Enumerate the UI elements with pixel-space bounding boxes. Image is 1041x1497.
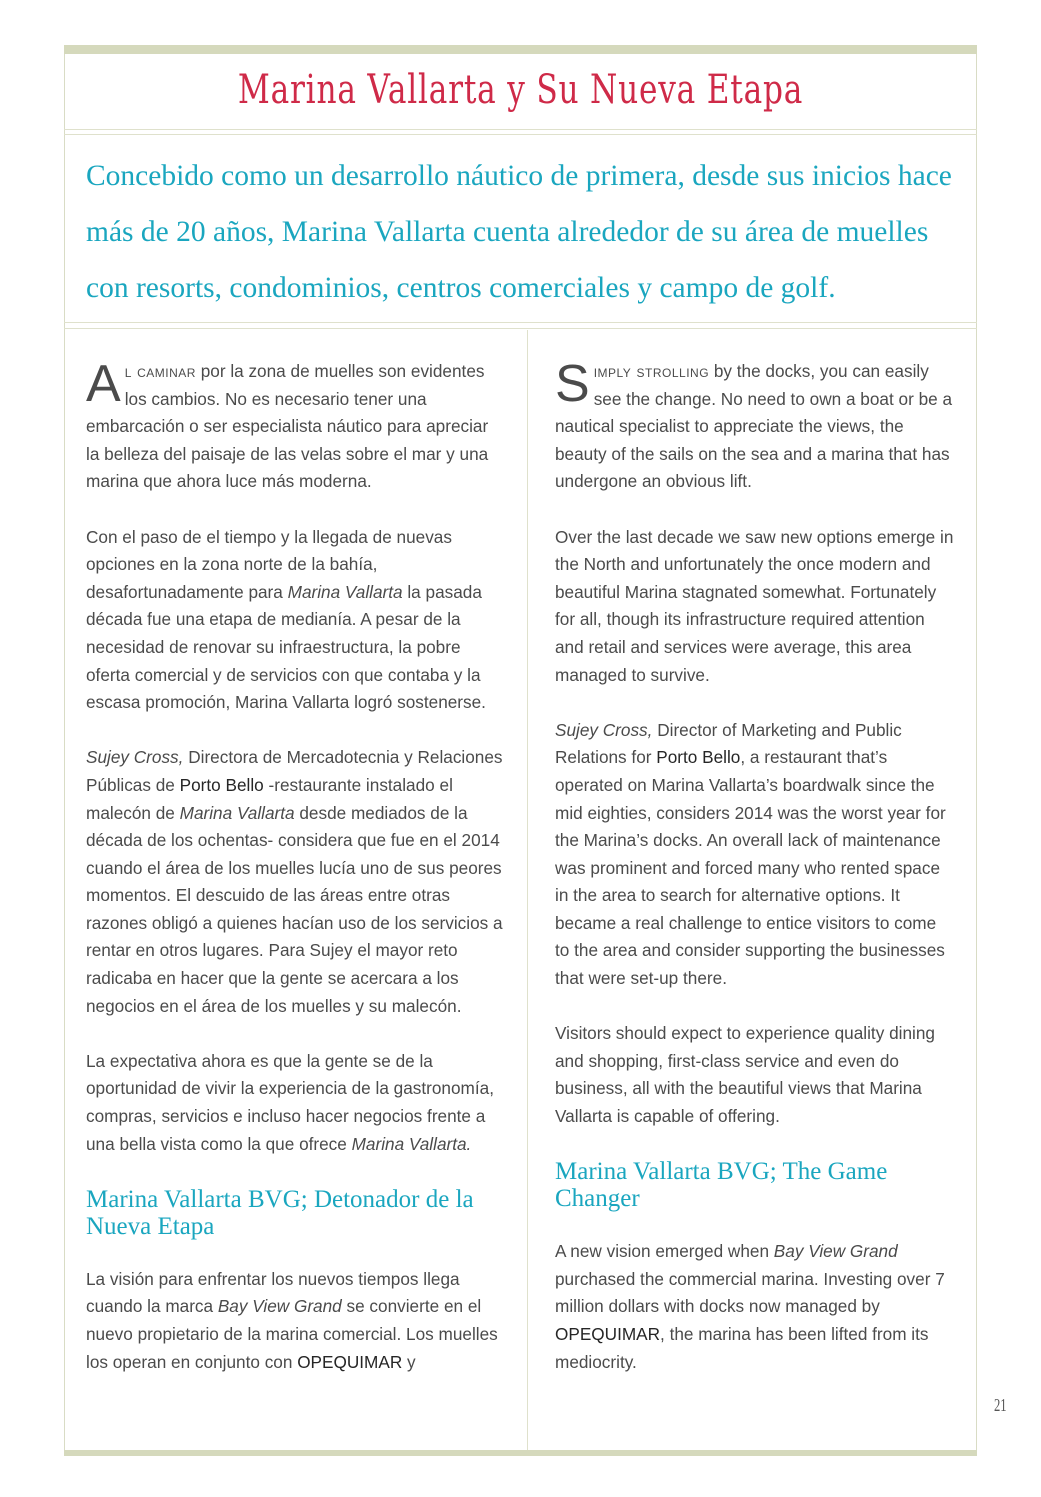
es-paragraph-5 [86,1266,504,1376]
en-p5-text-b: purchased the commercial marina. Investing over 7 million dollars with docks now managed by [555,1268,945,1317]
en-paragraph-1 [555,355,955,496]
bottom-border-bar [64,1450,977,1456]
es-p4-emphasis: Marina Vallarta. [351,1133,472,1154]
es-p3-text-b: -restaurante instalado el malecón de [86,774,453,823]
es-drop-cap: A [86,355,121,413]
es-p3-emphasis: Marina Vallarta [179,802,295,823]
en-p3-brand: Porto Bello [656,747,741,768]
en-p3-text-b: , a restaurant that’s operated on Marina Vallarta’s boardwalk since the mid eighties, considers 2014 was the worst year for the Marina’s docks. An overall lack of maintenance was prominent and forced many who rented space in the area to search for alternative options. It became a real challenge to entice visitors to come to the area and consider supporting the businesses that were set-up there. [555,747,946,989]
en-p5-emphasis: Bay View Grand [773,1241,898,1262]
es-paragraph-2 [86,524,504,717]
intro-divider-top [64,322,977,323]
en-section-heading: Marina Vallarta BVG; The Game Changer [555,1158,888,1213]
es-lead-in: l caminar [124,362,196,381]
es-section-heading: Marina Vallarta BVG; Detonador de la Nueva Etapa [86,1185,474,1240]
es-p2-text-b: la pasada década fue una etapa de medianía. A pesar de la necesidad de renovar su infraestructura, la pobre oferta comercial y de servicios con que contaba y la escasa promoción, Marina Vallarta logró sostenerse. [86,581,486,713]
es-p2-emphasis: Marina Vallarta [287,581,403,602]
page-title: Marina Vallarta y Su Nueva Etapa [237,67,804,113]
en-lead-in: imply strolling [593,362,710,381]
intro-divider-bottom [64,328,977,329]
es-p3-text-c: desde mediados de la década de los ochentas- considera que fue en el 2014 cuando el área de los muelles lucía uno de sus peores momentos. El descuido de las áreas entre otras razones obligó a quienes hacían uso de los servicios a rentar en otros lugares. Para Sujey el mayor reto radicaba en hacer que la gente se acercara a los negocios en el área de los muelles y su malecón. [86,802,503,1016]
title-divider-top [64,129,977,130]
es-p5-emphasis: Bay View Grand [217,1296,342,1317]
page-number: 21 [994,1395,1007,1415]
en-paragraph-5 [555,1238,955,1376]
es-paragraph-1-text: por la zona de muelles son evidentes los cambios. No es necesario tener una embarcación o ser especialista náutico para apreciar la belleza del paisaje de las velas sobre el mar y una marina que ahora luce más moderna. [86,361,489,492]
intro-lead: Concebido como un desarrollo náutico de primera, desde sus inicios hace más de 20 años, Marina Vallarta cuenta alrededor de su área de muelles con resorts, condominios, centros comerciales y campo de golf. [86,160,952,304]
es-p4-text: La expectativa ahora es que la gente se de la oportunidad de vivir la experiencia de la gastronomía, compras, servicios e incluso hacer negocios frente a una bella vista como la que ofrece [86,1050,494,1154]
es-p5-text-c: y [402,1351,416,1372]
en-p3-name: Sujey Cross, [555,719,653,740]
es-paragraph-3 [86,744,504,1020]
top-border-bar [64,45,977,54]
es-paragraph-4 [86,1048,504,1158]
en-p5-text-a: A new vision emerged when [555,1241,774,1262]
en-drop-cap: S [555,355,590,413]
en-paragraph-4: Visitors should expect to experience quality dining and shopping, first-class service and even do business, all with the beautiful views that Marina Vallarta is capable of offering. [555,1023,935,1127]
en-p3-text-a: Director of Marketing and Public Relations for [555,719,902,768]
en-paragraph-1-text: by the docks, you can easily see the change. No need to own a boat or be a nautical specialist to appreciate the views, the beauty of the sails on the sea and a marina that has undergone an obvious lift. [555,361,953,492]
spanish-column [86,355,504,1404]
es-p5-brand: OPEQUIMAR [297,1351,403,1372]
es-p5-text-b: se convierte en el nuevo propietario de la marina comercial. Los muelles los operan en conjunto con [86,1296,498,1372]
es-paragraph-1 [86,355,504,496]
en-p5-brand: OPEQUIMAR [555,1324,661,1344]
en-paragraph-2: Over the last decade we saw new options emerge in the North and unfortunately the once modern and beautiful Marina stagnated somewhat. Fortunately for all, though its infrastructure required attention and retail and services were average, this area managed to survive. [555,526,954,685]
english-column [555,355,955,1404]
es-p3-text-a: Directora de Mercadotecnia y Relaciones Públicas de [86,747,503,795]
es-p2-text-a: Con el paso de el tiempo y la llegada de nuevas opciones en la zona norte de la bahía, desafortunadamente para [86,526,452,602]
en-paragraph-3 [555,717,955,993]
column-divider [527,330,528,1450]
en-p5-text-c: , the marina has been lifted from its mediocrity. [555,1324,929,1372]
es-p5-text-a: La visión para enfrentar los nuevos tiempos llega cuando la marca [86,1268,460,1317]
es-p3-brand: Porto Bello [179,774,264,795]
es-p3-name: Sujey Cross, [86,747,184,768]
title-divider-bottom [64,134,977,135]
